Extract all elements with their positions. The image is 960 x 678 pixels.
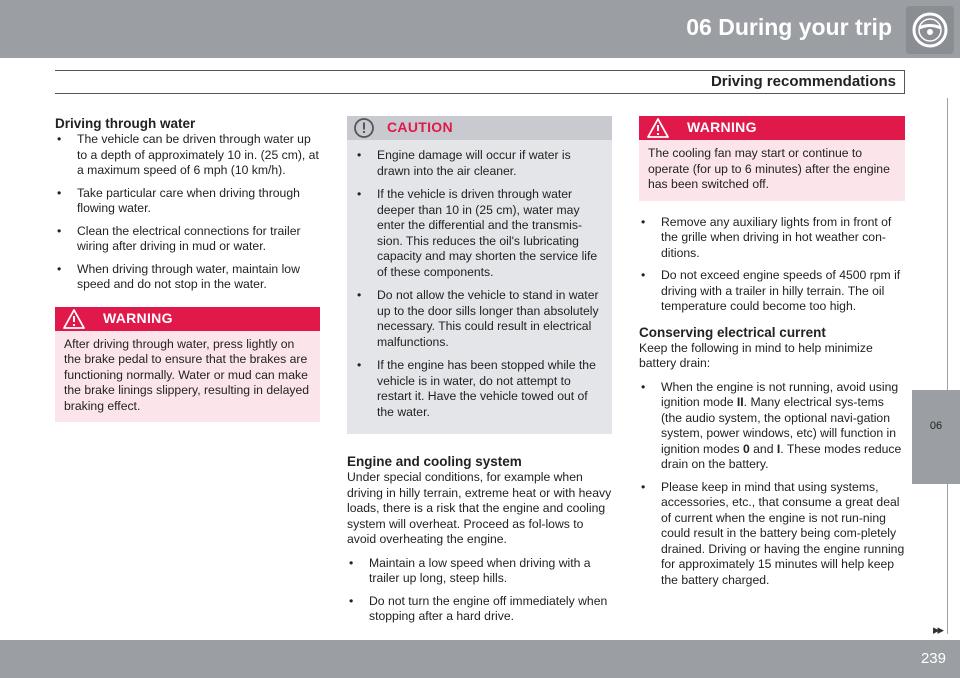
warning-header bbox=[55, 307, 320, 331]
warning-triangle-icon bbox=[63, 309, 85, 329]
list-item: • If the vehicle is driven through water deeper than 10 in (25 cm), water may enter the differential and the transmis-sion. This reduces the oil's lubricating capacity and may shorten the service life of these components. bbox=[357, 187, 598, 279]
bullet-icon: • bbox=[57, 223, 62, 238]
steering-wheel-icon bbox=[906, 6, 954, 54]
list-item: • Remove any auxiliary lights from in front of the grille when driving in hot weather con-ditions. bbox=[641, 214, 892, 260]
chapter-title: 06 During your trip bbox=[686, 14, 892, 40]
list-item: • Do not allow the vehicle to stand in water up to the door sills longer than absolutely necessary. This could result in electrical malfunctions. bbox=[357, 288, 599, 349]
bullet-list bbox=[639, 380, 905, 589]
list-item bbox=[639, 380, 905, 473]
side-rule bbox=[947, 484, 948, 634]
header-bar bbox=[0, 0, 960, 58]
bullet-icon: • bbox=[641, 268, 646, 282]
column-3 bbox=[639, 116, 905, 595]
paragraph: Under special conditions, for example when driving in hilly terrain, extreme heat or with heavy loads, there is a risk that the engine and cooling system will overheat. Proceed as fol-lows to avoid overheating the engine. bbox=[347, 470, 612, 546]
bullet-icon: • bbox=[349, 555, 354, 570]
bullet-text: When the engine is not running, avoid using ignition mode II. Many electrical sys-tems (the audio system, the optional navi-gation system, power windows, etc) will function in ignition modes 0 and I. These modes reduce drain on the battery. bbox=[661, 379, 902, 471]
caution-body bbox=[347, 140, 612, 434]
footer-bar bbox=[0, 640, 960, 678]
list-item: • Clean the electrical connections for trailer wiring after driving in mud or water. bbox=[57, 223, 301, 253]
page-number: 239 bbox=[920, 650, 946, 667]
list-item: • Do not turn the engine off immediately when stopping after a hard drive. bbox=[349, 593, 608, 623]
paragraph: Keep the following in mind to help minimize battery drain: bbox=[639, 340, 873, 370]
bullet-icon: • bbox=[57, 185, 62, 200]
bullet-icon: • bbox=[357, 148, 362, 162]
bullet-icon: • bbox=[641, 214, 646, 229]
list-item: • If the engine has been stopped while the vehicle is in water, do not attempt to restart it. Have the vehicle towed out of the water. bbox=[357, 358, 596, 419]
heading-driving-through-water: Driving through water bbox=[55, 116, 196, 131]
column-1 bbox=[55, 116, 320, 432]
caution-header bbox=[347, 116, 612, 140]
bullet-icon: • bbox=[57, 132, 62, 146]
chapter-tab-label: 06 bbox=[929, 420, 943, 432]
bullet-icon: • bbox=[357, 358, 362, 372]
list-item: • Maintain a low speed when driving with a trailer up long, steep hills. bbox=[349, 555, 591, 585]
warning-text: The cooling fan may start or continue to operate (for up to 6 minutes) after the engine has been switched off. bbox=[648, 146, 890, 191]
bullet-icon: • bbox=[641, 479, 646, 494]
section-title: Driving recommendations bbox=[710, 73, 896, 90]
bullet-icon: • bbox=[357, 288, 362, 302]
bullet-list bbox=[55, 132, 320, 293]
warning-label: WARNING bbox=[103, 309, 173, 326]
list-item: • Please keep in mind that using systems, accessories, etc., that consume a great deal of current when the engine is not run-ning could result in the battery being com-pletely drained. Driving or having the engine running for approximately 15 minutes will help keep the battery charged. bbox=[641, 479, 905, 587]
list-item: • Do not exceed engine speeds of 4500 rpm if driving with a trailer in hilly terrain. The oil temperature could become too high. bbox=[641, 268, 901, 313]
warning-label: WARNING bbox=[687, 119, 757, 136]
list-item: • The vehicle can be driven through water up to a depth of approximately 10 in. (25 cm), at a maximum speed of 6 mph (10 km/h). bbox=[57, 132, 319, 177]
warning-box bbox=[639, 116, 905, 201]
section-header bbox=[55, 70, 905, 94]
list-item: • Engine damage will occur if water is drawn into the air cleaner. bbox=[357, 148, 571, 178]
list-item: • When driving through water, maintain low speed and do not stop in the water. bbox=[57, 261, 300, 291]
bullet-icon: • bbox=[57, 261, 62, 276]
bullet-icon: • bbox=[349, 593, 354, 608]
column-2 bbox=[347, 116, 612, 632]
bullet-icon: • bbox=[641, 379, 646, 394]
bullet-list bbox=[639, 215, 905, 315]
heading-conserving-current: Conserving electrical current bbox=[639, 324, 826, 340]
caution-box bbox=[347, 116, 612, 434]
warning-box bbox=[55, 307, 320, 423]
chapter-tab[interactable] bbox=[912, 390, 960, 484]
warning-triangle-icon bbox=[647, 118, 669, 138]
bullet-list bbox=[355, 148, 604, 420]
warning-text: After driving through water, press lightly on the brake pedal to ensure that the brakes are functioning normally. Water or mud can make the brake linings slippery, resulting in delayed braking effect. bbox=[64, 336, 310, 413]
list-item: • Take particular care when driving through flowing water. bbox=[57, 185, 300, 215]
bullet-list bbox=[347, 556, 612, 625]
heading-engine-cooling: Engine and cooling system bbox=[347, 454, 522, 469]
side-rule bbox=[947, 98, 948, 390]
next-page-arrows-icon[interactable]: ▸▸ bbox=[932, 622, 942, 637]
caution-exclamation-icon bbox=[353, 117, 375, 139]
bullet-icon: • bbox=[357, 187, 362, 201]
warning-header bbox=[639, 116, 905, 140]
caution-label: CAUTION bbox=[387, 119, 453, 136]
